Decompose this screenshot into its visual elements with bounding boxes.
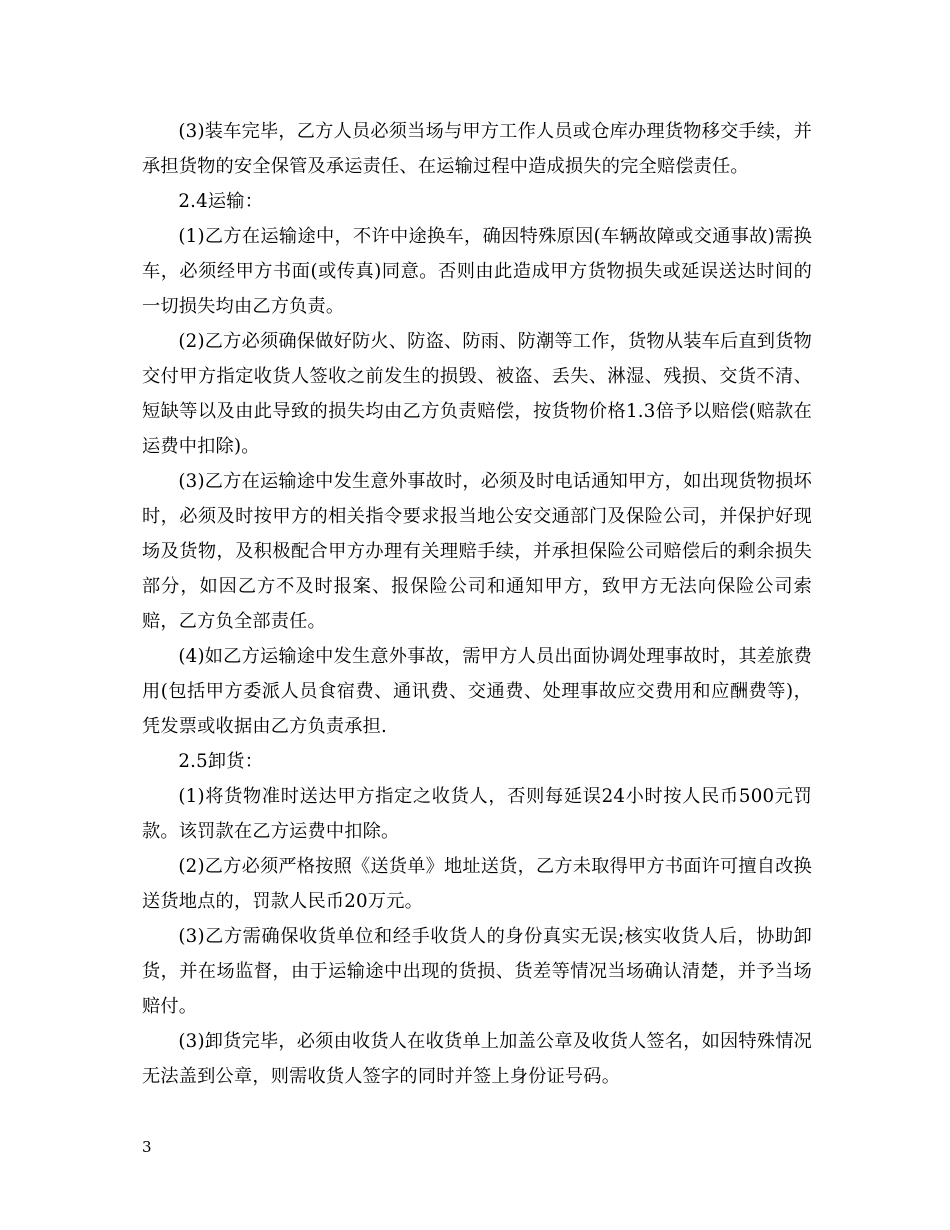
paragraph-transport-travel-expenses: (4)如乙方运输途中发生意外事故，需甲方人员出面协调处理事故时，其差旅费用(包括甲方委派人员食宿费、通讯费、交通费、处理事故应交费用和应酬费等)，凭发票或收据由乙方负责承担. (142, 646, 812, 737)
paragraph-transport-protection: (2)乙方必须确保做好防火、防盗、防雨、防潮等工作，货物从装车后直到货物交付甲方指定收货人签收之前发生的损毁、被盗、丢失、淋湿、残损、交货不清、短缺等以及由此导致的损失均由乙方负责赔偿，按货物价格1.3倍予以赔偿(赔款在运费中扣除)。 (142, 331, 812, 457)
paragraph-unloading-delay-penalty: (1)将货物准时送达甲方指定之收货人，否则每延误24小时按人民币500元罚款。该罚款在乙方运费中扣除。 (142, 786, 812, 842)
section-heading-unloading: 2.5卸货： (178, 751, 264, 772)
paragraph-unloading-address: (2)乙方必须严格按照《送货单》地址送货，乙方未取得甲方书面许可擅自改换送货地点的，罚款人民币20万元。 (142, 856, 812, 912)
page-number: 3 (142, 1138, 152, 1156)
paragraph-transport-accident: (3)乙方在运输途中发生意外事故时，必须及时电话通知甲方，如出现货物损坏时，必须及时按甲方的相关指令要求报当地公安交通部门及保险公司，并保护好现场及货物，及积极配合甲方办理有关理赔手续，并承担保险公司赔偿后的剩余损失部分，如因乙方不及时报案、报保险公司和通知甲方，致甲方无法向保险公司索赔，乙方负全部责任。 (142, 471, 812, 632)
paragraph-loading-handover: (3)装车完毕，乙方人员必须当场与甲方工作人员或仓库办理货物移交手续，并承担货物的安全保管及承运责任、在运输过程中造成损失的完全赔偿责任。 (142, 121, 812, 177)
document-body (142, 114, 812, 1094)
paragraph-unloading-identity: (3)乙方需确保收货单位和经手收货人的身份真实无误;核实收货人后，协助卸货，并在场监督，由于运输途中出现的货损、货差等情况当场确认清楚，并予当场赔付。 (142, 926, 812, 1017)
paragraph-transport-vehicle-change: (1)乙方在运输途中，不许中途换车，确因特殊原因(车辆故障或交通事故)需换车，必须经甲方书面(或传真)同意。否则由此造成甲方货物损失或延误送达时间的一切损失均由乙方负责。 (142, 226, 812, 317)
section-heading-transport: 2.4运输： (178, 191, 264, 212)
paragraph-unloading-signature: (3)卸货完毕，必须由收货人在收货单上加盖公章及收货人签名，如因特殊情况无法盖到公章，则需收货人签字的同时并签上身份证号码。 (142, 1031, 812, 1087)
